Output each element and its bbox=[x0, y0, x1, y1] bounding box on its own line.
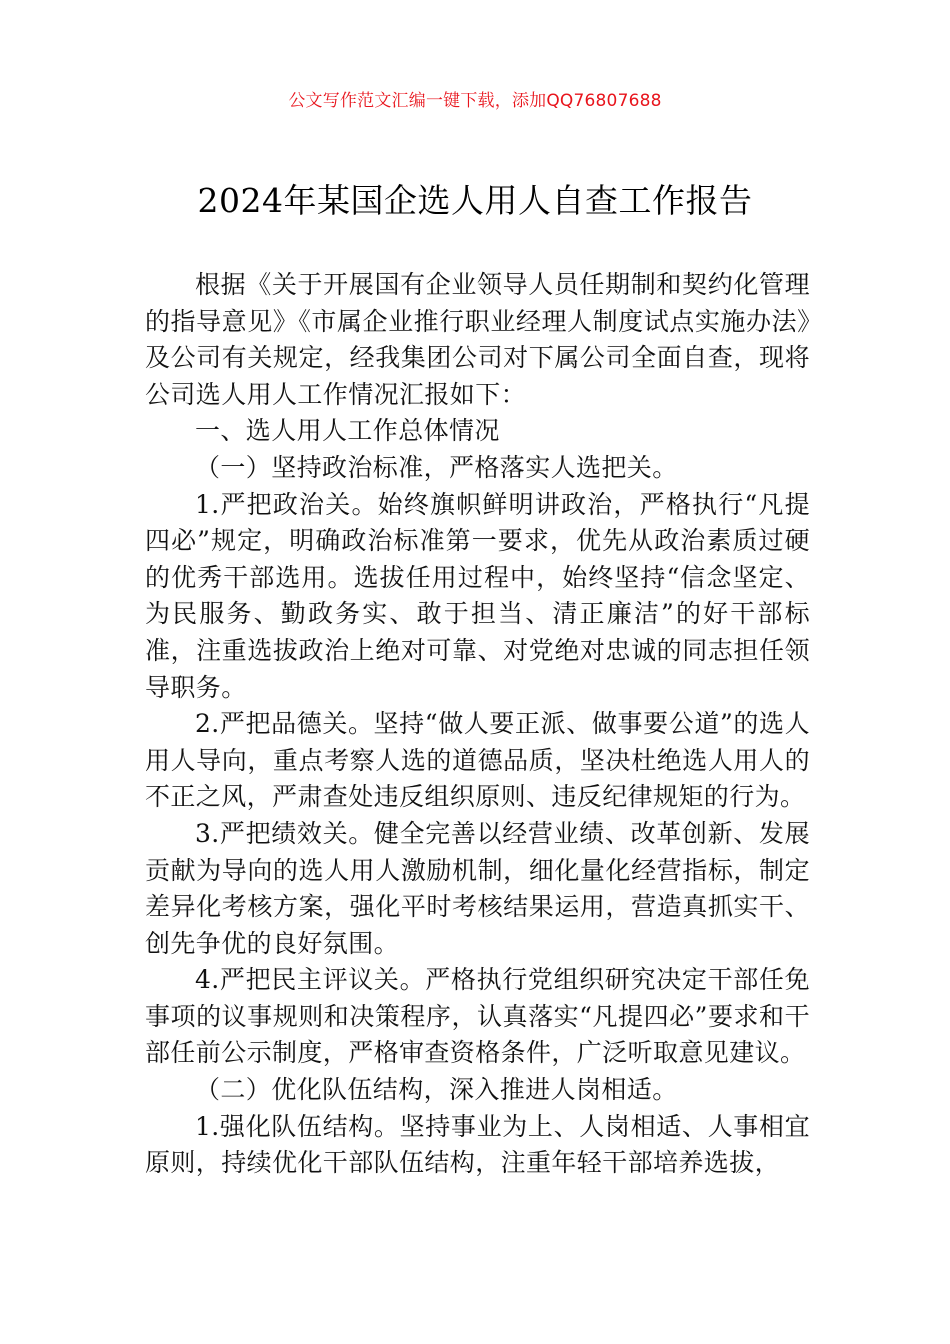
document-title: 2024年某国企选人用人自查工作报告 bbox=[197, 181, 753, 220]
paragraph-democratic-review: 4.严把民主评议关。严格执行党组织研究决定干部任免事项的议事规则和决策程序，认真落实“凡提四必”要求和干部任前公示制度，严格审查资格条件，广泛听取意见建议。 bbox=[145, 965, 810, 1068]
download-promo-note: 公文写作范文汇编一键下载，添加QQ76807688 bbox=[288, 91, 662, 111]
section-heading-1: 一、选人用人工作总体情况 bbox=[195, 416, 500, 446]
subsection-heading-1: （一）坚持政治标准，严格落实人选把关。 bbox=[195, 452, 678, 482]
paragraph-team-structure: 1.强化队伍结构。坚持事业为上、人岗相适、人事相宜原则，持续优化干部队伍结构，注重年轻干部培养选拔， bbox=[145, 1111, 810, 1178]
document-body bbox=[145, 267, 810, 1182]
paragraph-performance-check: 3.严把绩效关。健全完善以经营业绩、改革创新、发展贡献为导向的选人用人激励机制，细化量化经营指标，制定差异化考核方案，强化平时考核结果运用，营造真抓实干、创先争优的良好氛围。 bbox=[145, 818, 810, 958]
paragraph-moral-check: 2.严把品德关。坚持“做人要正派、做事要公道”的选人用人导向，重点考察人选的道德品质，坚决杜绝选人用人的不正之风，严肃查处违反组织原则、违反纪律规矩的行为。 bbox=[145, 709, 810, 812]
subsection-heading-2: （二）优化队伍结构，深入推进人岗相适。 bbox=[195, 1075, 678, 1105]
paragraph-political-check: 1.严把政治关。始终旗帜鲜明讲政治，严格执行“凡提四必”规定，明确政治标准第一要求，优先从政治素质过硬的优秀干部选用。选拔任用过程中，始终坚持“信念坚定、为民服务、勤政务实、敢于担当、清正廉洁”的好干部标准，注重选拔政治上绝对可靠、对党绝对忠诚的同志担任领导职务。 bbox=[145, 489, 810, 702]
intro-paragraph: 根据《关于开展国有企业领导人员任期制和契约化管理的指导意见》《市属企业推行职业经理人制度试点实施办法》及公司有关规定，经我集团公司对下属公司全面自查，现将公司选人用人工作情况汇报如下： bbox=[145, 270, 810, 409]
